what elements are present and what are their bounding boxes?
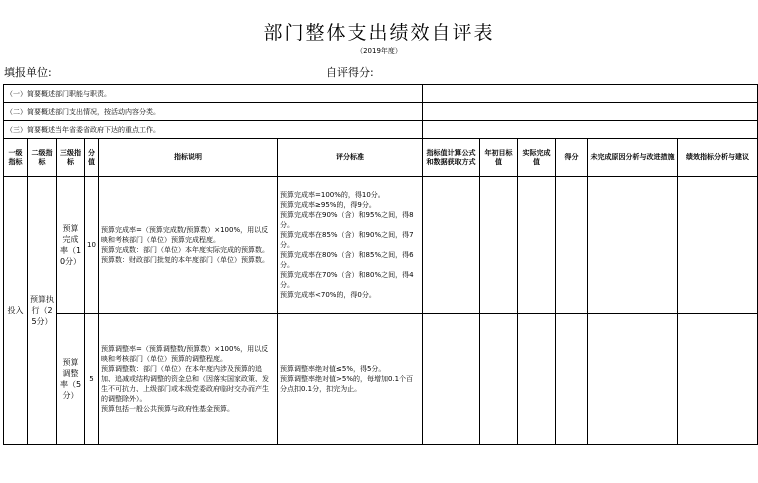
page-title: 部门整体支出绩效自评表 bbox=[263, 22, 495, 44]
section-row-3 bbox=[4, 121, 758, 139]
header-criteria: 评分标准 bbox=[278, 139, 423, 177]
page-subtitle: （2019年度） bbox=[356, 47, 402, 55]
actual-cell-budget-adjustment[interactable] bbox=[518, 314, 556, 445]
criteria-cell-budget-completion: 预算完成率=100%的，得10分。 预算完成率≥95%的，得9分。 预算完成率在90%（含）和95%之间，得8分。 预算完成率在85%（含）和90%之间，得7分。 预算完成率在80%（含）和85%之间，得6分。 预算完成率在70%（含）和80%之间，得4分。 预算完成率<70%的，得0分。 bbox=[278, 177, 423, 314]
self-score-label: 自评得分: bbox=[326, 66, 374, 79]
description-cell-budget-adjustment: 预算调整率=（预算调整数/预算数）×100%，用以反映和考核部门（单位）预算的调整程度。 预算调整数：部门（单位）在本年度内涉及预算的追加、追减或结构调整的资金总和（因落实国家政策、发生不可抗力、上级部门或本级党委政府临时交办而产生的调整除外）。 预算包括一般公共预算与政府性基金预算。 bbox=[99, 314, 278, 445]
reason-cell-budget-adjustment[interactable] bbox=[588, 314, 678, 445]
criteria-cell-budget-adjustment: 预算调整率绝对值≤5%，得5分。 预算调整率绝对值>5%的，每增加0.1个百分点扣0.1分，扣完为止。 bbox=[278, 314, 423, 445]
formula-cell-budget-completion[interactable] bbox=[423, 177, 480, 314]
level2-cell: 预算执行（25分） bbox=[28, 177, 57, 445]
table-row bbox=[4, 314, 758, 445]
target-cell-budget-adjustment[interactable] bbox=[480, 314, 518, 445]
description-cell-budget-completion: 预算完成率=（预算完成数/预算数）×100%，用以反映和考核部门（单位）预算完成程度。 预算完成数：部门（单位）本年度实际完成的预算数。 预算数：财政部门批复的本年度部门（单位）预算数。 bbox=[99, 177, 278, 314]
header-level1: 一级指标 bbox=[4, 139, 28, 177]
level3-cell-budget-adjustment: 预算调整率（5分） bbox=[57, 314, 85, 445]
section-2-value[interactable] bbox=[423, 103, 758, 121]
header-annual-target: 年初目标值 bbox=[480, 139, 518, 177]
points-cell-budget-adjustment: 5 bbox=[85, 314, 99, 445]
suggestion-cell-budget-completion[interactable] bbox=[678, 177, 758, 314]
section-1-text: （一）简要概述部门职能与职责。 bbox=[4, 85, 423, 103]
actual-cell-budget-completion[interactable] bbox=[518, 177, 556, 314]
header-description: 指标说明 bbox=[99, 139, 278, 177]
score-cell-budget-completion[interactable] bbox=[556, 177, 588, 314]
reason-cell-budget-completion[interactable] bbox=[588, 177, 678, 314]
header-score: 得分 bbox=[556, 139, 588, 177]
level1-cell: 投入 bbox=[4, 177, 28, 445]
section-1-value[interactable] bbox=[423, 85, 758, 103]
target-cell-budget-completion[interactable] bbox=[480, 177, 518, 314]
header-row bbox=[4, 139, 758, 177]
fill-unit-label: 填报单位: bbox=[4, 66, 52, 79]
section-row-1 bbox=[4, 85, 758, 103]
header-points: 分值 bbox=[85, 139, 99, 177]
level3-cell-budget-completion: 预算完成率（10分） bbox=[57, 177, 85, 314]
points-cell-budget-completion: 10 bbox=[85, 177, 99, 314]
section-2-text: （二）简要概述部门支出情况，按活动内容分类。 bbox=[4, 103, 423, 121]
table-row bbox=[4, 177, 758, 314]
header-level2: 二级指标 bbox=[28, 139, 57, 177]
header-actual: 实际完成值 bbox=[518, 139, 556, 177]
score-cell-budget-adjustment[interactable] bbox=[556, 314, 588, 445]
evaluation-table bbox=[3, 84, 758, 445]
header-level3: 三级指标 bbox=[57, 139, 85, 177]
header-reason: 未完成原因分析与改进措施 bbox=[588, 139, 678, 177]
section-3-text: （三）简要概述当年省委省政府下达的重点工作。 bbox=[4, 121, 423, 139]
header-suggestion: 绩效指标分析与建议 bbox=[678, 139, 758, 177]
formula-cell-budget-adjustment[interactable] bbox=[423, 314, 480, 445]
section-row-2 bbox=[4, 103, 758, 121]
suggestion-cell-budget-adjustment[interactable] bbox=[678, 314, 758, 445]
section-3-value[interactable] bbox=[423, 121, 758, 139]
header-formula: 指标值计算公式和数据获取方式 bbox=[423, 139, 480, 177]
